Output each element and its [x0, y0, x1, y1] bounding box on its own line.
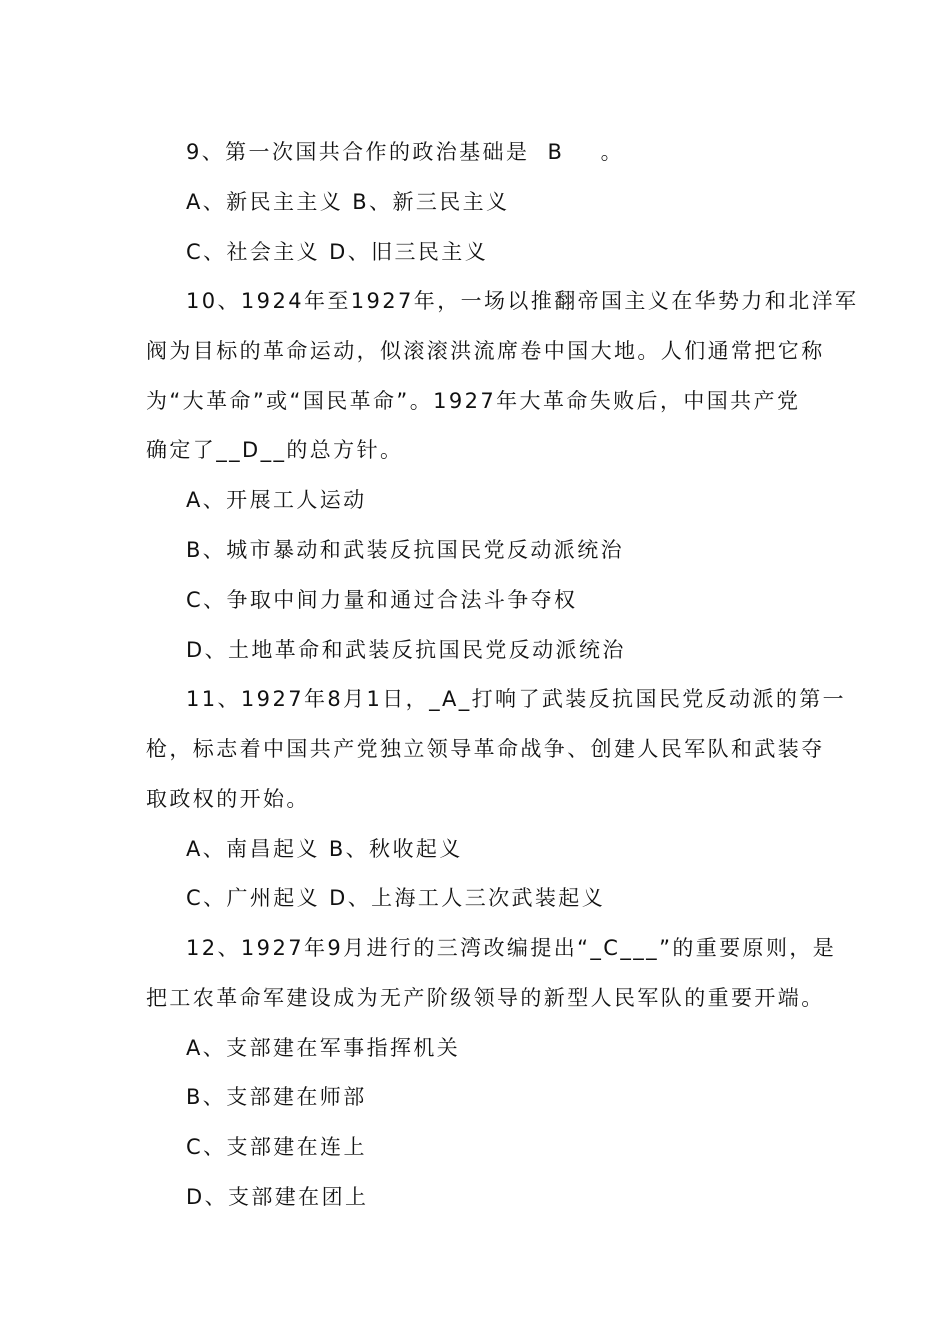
question-12-option-c: C、支部建在连上	[186, 1135, 367, 1159]
question-11-text-line-3: 取政权的开始。	[146, 787, 310, 811]
question-9-options-cd: C、社会主义 D、旧三民主义	[186, 240, 489, 264]
question-9-text: 9、第一次国共合作的政治基础是 B 。	[186, 140, 625, 164]
question-12-option-b: B、支部建在师部	[186, 1085, 367, 1109]
question-10-option-c: C、争取中间力量和通过合法斗争夺权	[186, 588, 578, 612]
question-10-text-line-3: 为“大革命”或“国民革命”。1927年大革命失败后，中国共产党	[146, 389, 801, 413]
question-10-option-b: B、城市暴动和武装反抗国民党反动派统治	[186, 538, 625, 562]
question-9-options-ab: A、新民主主义 B、新三民主义	[186, 190, 510, 214]
question-12-option-d: D、支部建在团上	[186, 1185, 369, 1209]
question-10-text-line-4: 确定了__D__的总方针。	[146, 438, 404, 462]
question-10-option-d: D、土地革命和武装反抗国民党反动派统治	[186, 638, 626, 662]
question-10-text-line-1: 10、1924年至1927年，一场以推翻帝国主义在华势力和北洋军	[186, 289, 859, 313]
question-12-option-a: A、支部建在军事指挥机关	[186, 1036, 461, 1060]
question-10-text-line-2: 阀为目标的革命运动，似滚滚洪流席卷中国大地。人们通常把它称	[146, 339, 825, 363]
question-11-options-cd: C、广州起义 D、上海工人三次武装起义	[186, 886, 606, 910]
question-12-text-line-1: 12、1927年9月进行的三湾改编提出“_C___”的重要原则，是	[186, 936, 837, 960]
question-12-text-line-2: 把工农革命军建设成为无产阶级领导的新型人民军队的重要开端。	[146, 986, 825, 1010]
question-11-options-ab: A、南昌起义 B、秋收起义	[186, 837, 463, 861]
question-11-text-line-1: 11、1927年8月1日，_A_打响了武装反抗国民党反动派的第一	[186, 687, 847, 711]
question-10-option-a: A、开展工人运动	[186, 488, 367, 512]
question-11-text-line-2: 枪，标志着中国共产党独立领导革命战争、创建人民军队和武装夺	[146, 737, 825, 761]
